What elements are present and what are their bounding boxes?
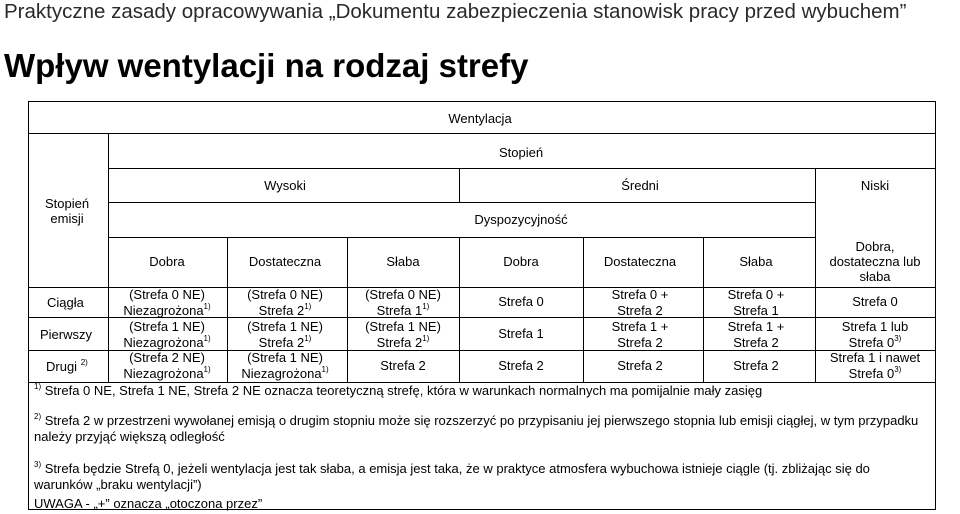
availability-good: Dobra — [149, 254, 185, 269]
table-cell: (Strefa 1 NE) Strefa 2$^{1)}$ — [247, 319, 323, 350]
grid-line — [815, 168, 816, 382]
availability-header: Dyspozycyjność — [474, 212, 568, 227]
availability-sufficient: Dostateczna — [603, 254, 677, 269]
table-cell: Strefa 2 — [380, 358, 426, 373]
table-cell: Strefa 1 i nawet Strefa 0$^{3)}$ — [829, 350, 921, 381]
footnote-3: $^{3)}$ Strefa będzie Strefą 0, jeżeli wentylacja jest tak słaba, a emisja jest taka, że w praktyce atmosfera wybuchowa istnieje ciągle (tj. zbliżając się do warunków „braku wentylacji”) — [34, 460, 870, 492]
grid-line — [459, 237, 460, 382]
note: UWAGA - „+” oznacza „otoczona przez” — [34, 496, 263, 511]
table-cell: (Strefa 0 NE) Niezagrożona$^{1)}$ — [123, 287, 211, 318]
table-cell: Strefa 0 + Strefa 1 — [727, 287, 785, 318]
table-cell: (Strefa 1 NE) Strefa 2$^{1)}$ — [365, 319, 441, 350]
table-cell: Strefa 1 + Strefa 2 — [611, 319, 669, 350]
footnote-1: $^{1)}$ Strefa 0 NE, Strefa 1 NE, Strefa 2 NE oznacza teoretyczną strefę, która w warunkach normalnych ma pomijalnie mały zasięg — [34, 382, 763, 398]
slide-title: Wpływ wentylacji na rodzaj strefy — [4, 47, 529, 84]
table-cell: Strefa 0 — [852, 294, 898, 309]
grid-line — [459, 168, 460, 202]
grid-line — [108, 237, 815, 238]
table-cell: (Strefa 0 NE) Strefa 2$^{1)}$ — [247, 287, 323, 318]
level-medium: Średni — [621, 178, 659, 193]
availability-low-all: Dobra, — [855, 239, 895, 254]
grid-line — [703, 237, 704, 382]
table-cell: (Strefa 0 NE) Strefa 1$^{1)}$ — [365, 287, 441, 318]
grid-line — [583, 237, 584, 382]
table-cell: Strefa 2 — [498, 358, 544, 373]
availability-sufficient: Dostateczna — [248, 254, 322, 269]
emission-degree-header: Stopień — [44, 196, 90, 211]
table-cell: Strefa 1 + Strefa 2 — [727, 319, 785, 350]
row-label-secondary: Drugi $^{2)}$ — [46, 358, 88, 374]
table-cell: (Strefa 1 NE) Niezagrożona$^{1)}$ — [123, 319, 211, 350]
grid-line — [227, 237, 228, 382]
grid-line — [28, 133, 936, 134]
footnote-2: $^{2)}$ Strefa 2 w przestrzeni wywołanej emisją o drugim stopniu może się rozszerzyć po przypisaniu jej pierwszego stopnia lub emisji ciągłej, w tym przypadku należy przyjąć większą odległość — [34, 412, 919, 444]
grid-line — [347, 237, 348, 382]
row-label-continuous: Ciągła — [47, 295, 84, 310]
availability-good: Dobra — [503, 254, 539, 269]
row-label-primary: Pierwszy — [40, 327, 93, 342]
table-cell: Strefa 0 — [498, 294, 544, 309]
availability-low-all: dostateczna lub — [829, 254, 921, 269]
table-cell: Strefa 2 — [733, 358, 779, 373]
ventilation-header: Wentylacja — [448, 111, 512, 126]
table-cell: Strefa 1 lub Strefa 0$^{3)}$ — [841, 319, 909, 350]
grid-line — [108, 133, 109, 382]
table-cell: Strefa 1 — [498, 326, 544, 341]
table-cell: Strefa 0 + Strefa 2 — [611, 287, 669, 318]
availability-poor: Słaba — [386, 254, 420, 269]
table-cell: Strefa 2 — [617, 358, 663, 373]
grid-line — [108, 168, 936, 169]
degree-header: Stopień — [498, 145, 544, 160]
emission-degree-header: emisji — [50, 211, 84, 226]
level-high: Wysoki — [264, 178, 306, 193]
grid-line — [108, 202, 815, 203]
availability-low-all: słaba — [859, 269, 891, 284]
level-low: Niski — [860, 178, 890, 193]
table-cell: (Strefa 2 NE) Niezagrożona$^{1)}$ — [123, 350, 211, 381]
presentation-subtitle: Praktyczne zasady opracowywania „Dokumentu zabezpieczenia stanowisk pracy przed wybuchem” — [4, 0, 907, 23]
table-cell: (Strefa 1 NE) Niezagrożona$^{1)}$ — [241, 350, 329, 381]
availability-poor: Słaba — [739, 254, 773, 269]
